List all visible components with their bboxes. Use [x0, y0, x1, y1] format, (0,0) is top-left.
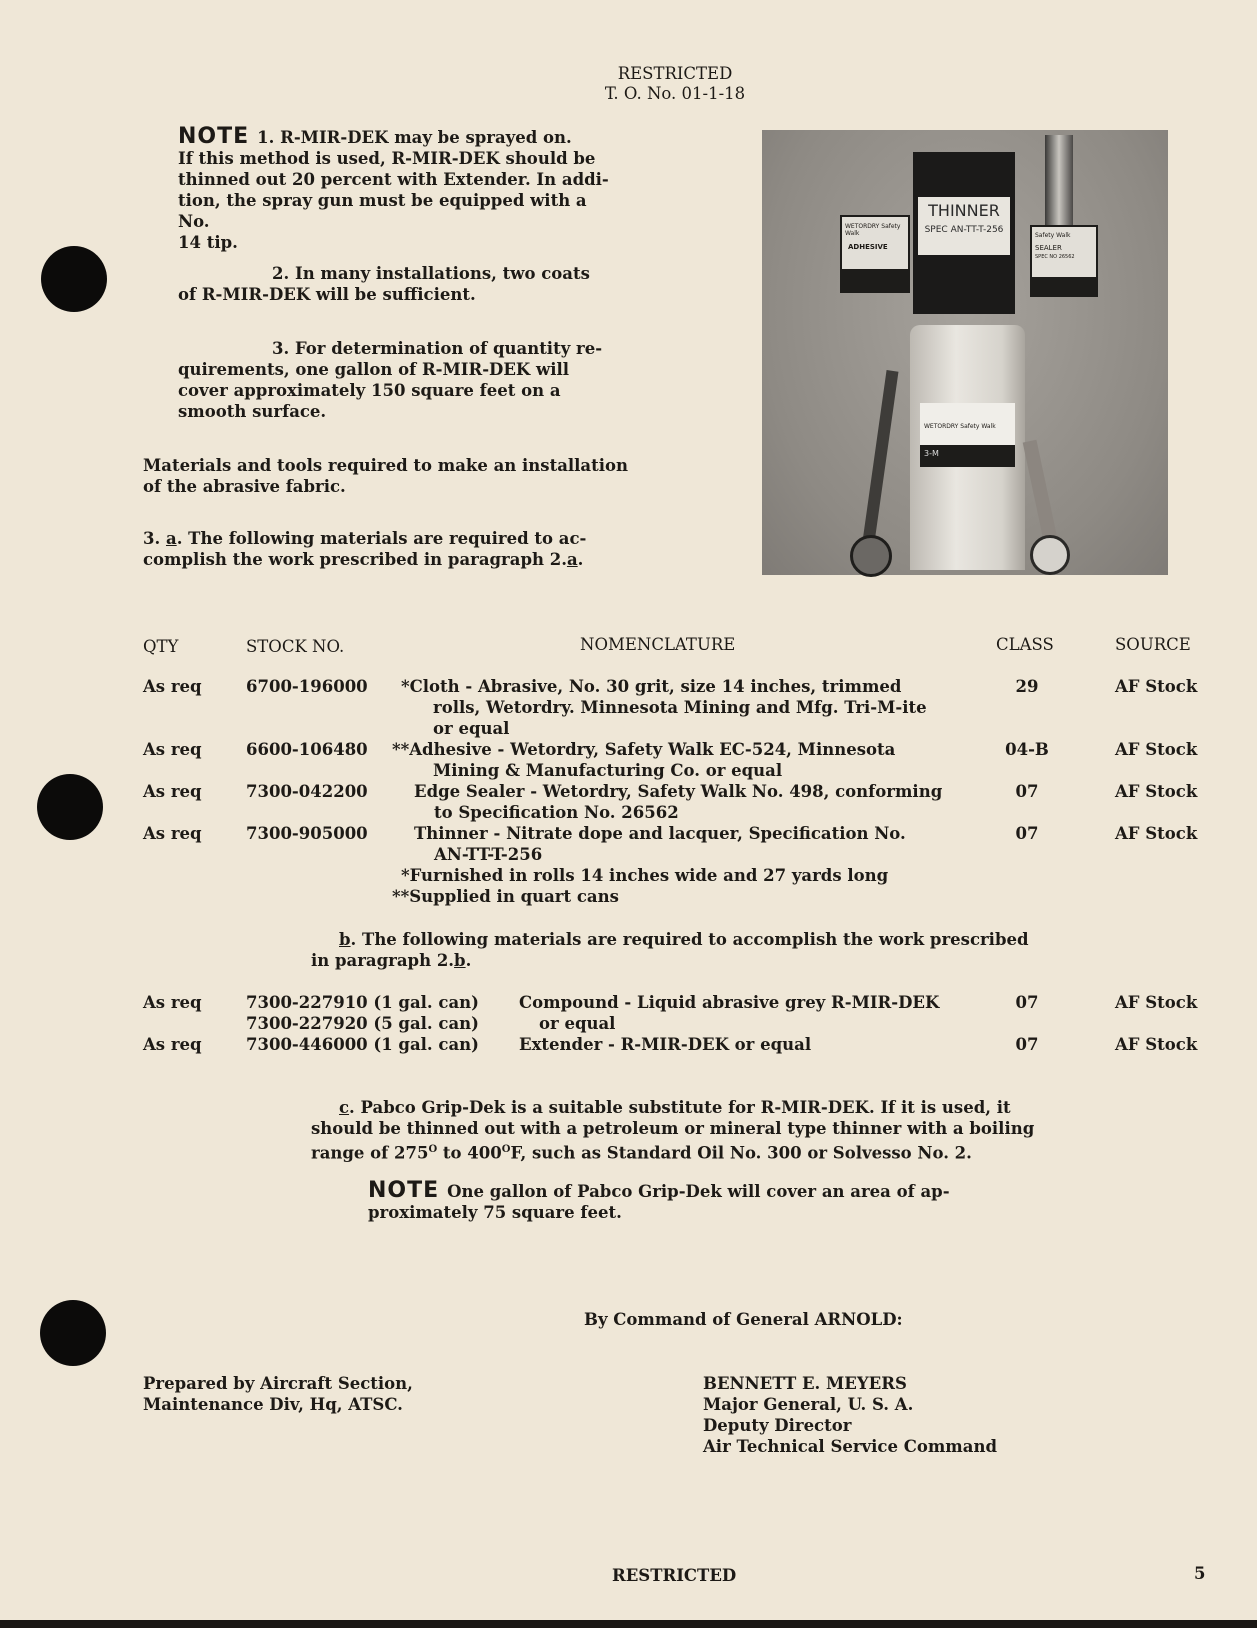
oil-can	[1045, 135, 1073, 225]
header-classification: RESTRICTED	[617, 64, 733, 83]
note-item-1: NOTE 1. R-MIR-DEK may be sprayed on. If this method is used, R-MIR-DEK should be thinned out 20 percent with Extender. In addi- tion, the spray gun must be equipped with a No. 14 tip.	[178, 124, 609, 252]
roller-head-left	[850, 535, 892, 577]
header-source: SOURCE	[1115, 635, 1191, 654]
command-line: By Command of General ARNOLD:	[584, 1310, 903, 1329]
roller-head-right	[1030, 535, 1070, 575]
header-to-number: T. O. No. 01-1-18	[604, 84, 746, 103]
materials-photo	[762, 130, 1168, 575]
footer-classification: RESTRICTED	[612, 1566, 737, 1585]
thinner-can	[913, 152, 1015, 314]
thinner-label: THINNER	[928, 201, 1000, 220]
roller-tool-right	[1023, 440, 1060, 551]
prepared-by: Prepared by Aircraft Section, Maintenance Div, Hq, ATSC.	[143, 1374, 413, 1414]
page-edge	[0, 1620, 1257, 1628]
thinner-spec: SPEC AN-TT-T-256	[924, 225, 1004, 235]
header-nomenclature: NOMENCLATURE	[580, 635, 736, 654]
document-page: RESTRICTED T. O. No. 01-1-18 NOTE 1. R-MIR-DEK may be sprayed on. If this method is used, R-MIR-DEK should be thinned out 20 percent with Extender. In addi- tion, the spray gun must be equipped with a No. 14 tip. 2. In many installations, two coats of R-MIR-DEK will be sufficient. 3. For determination of quantity re- quirements, one gallon of R-MIR-DEK will cover approximately 150 square feet on a smooth surface. Materials and tools required to make an installation of the abrasive fabric. 3. a. The following materials are required to ac- complish the work prescribed in paragraph 2.a. THINNER SPEC AN-TT-T-256 WETORDRY Safety Walk ADHESIVE Safety Walk SEALER SPEC NO 26562 WETORDRY Safety Walk 3-M QTY STOCK NO. NOMENCLATURE CLASS SOURCE As req 6700-196000 *Cloth - Abrasive, No. 30 grit, size 14 inches, trimmed rolls, Wetordry. Minnesota Mining and Mfg. Tri-M-ite or equal 29 AF Stock As req 6600-106480 **Adhesive - Wetordry, Safety Walk EC-524, Minnesota Mining & Manufacturing Co. or equal 04-B AF Stock As req 7300-042200 Edge Sealer - Wetordry, Safety Walk No. 498, conforming to Specification No. 26562 07 AF Stock As req 7300-905000 Thinner - Nitrate dope and lacquer, Specification No. AN-TT-T-256 07 AF Stock *Furnished in rolls 14 inches wide and 27 yards long **Supplied in quart cans b. The following materials are required to accomplish the work prescribed in paragraph 2.b. As req 7300-227910 (1 gal. can) 7300-227920 (5 gal. can) Compound - Liquid abrasive grey R-MIR-DEK or equal 07 AF Stock As req 7300-446000 (1 gal. can) Extender - R-MIR-DEK or equal 07 AF Stock c. Pabco Grip-Dek is a suitable substitute for R-MIR-DEK. If it is used, it should be thinned out with a petroleum or mineral type thinner with a boiling range of $275^O$ to $400^OF$, such as Standard Oil No. 300 or Solvesso No. 2. NOTE One gallon of Pabco Grip-Dek will cover an area of ap- proximately 75 square feet. By Command of General ARNOLD: Prepared by Aircraft Section, Maintenance Div, Hq, ATSC. BENNETT E. MEYERS Major General, U. S. A. Deputy Director Air Technical Service Command RESTRICTED 5	[0, 0, 1257, 1628]
paragraph-3a: 3. a. The following materials are required to ac- complish the work prescribed in paragraph 2.a.	[143, 529, 587, 569]
header-stock-no: STOCK NO.	[246, 637, 345, 656]
binder-hole-middle	[37, 774, 103, 840]
sealer-can: Safety Walk SEALER SPEC NO 26562	[1030, 225, 1098, 297]
materials-intro: Materials and tools required to make an installation of the abrasive fabric.	[143, 456, 629, 496]
page-header	[560, 64, 790, 104]
note-label: NOTE	[178, 124, 250, 149]
page-number: 5	[1194, 1564, 1206, 1583]
header-class: CLASS	[996, 635, 1054, 654]
binder-hole-bottom	[40, 1300, 106, 1366]
note-item-3: 3. For determination of quantity re- quirements, one gallon of R-MIR-DEK will cover approximately 150 square feet on a smooth surface.	[178, 339, 603, 421]
header-qty: QTY	[143, 637, 179, 656]
signature-block: BENNETT E. MEYERS Major General, U. S. A. Deputy Director Air Technical Service Command	[703, 1374, 997, 1456]
binder-hole-top	[41, 246, 107, 312]
table-a-footnotes: *Furnished in rolls 14 inches wide and 27 yards long **Supplied in quart cans	[392, 866, 889, 906]
paragraph-b: b. The following materials are required to accomplish the work prescribed in paragraph 2.b.	[311, 930, 1029, 970]
roller-tool-left	[862, 370, 899, 550]
abrasive-roll-tube: WETORDRY Safety Walk 3-M	[910, 325, 1025, 570]
note-bottom: NOTE One gallon of Pabco Grip-Dek will cover an area of ap- proximately 75 square feet.	[368, 1178, 950, 1222]
signatory-name: BENNETT E. MEYERS	[703, 1374, 907, 1393]
note-item-2: 2. In many installations, two coats of R-MIR-DEK will be sufficient.	[178, 264, 590, 304]
paragraph-c: c. Pabco Grip-Dek is a suitable substitute for R-MIR-DEK. If it is used, it should be thinned out with a petroleum or mineral type thinner with a boiling range of $275^O$ to $400^OF$, such as Standard Oil No. 300 or Solvesso No. 2.	[311, 1098, 1035, 1163]
note-label: NOTE	[368, 1178, 440, 1203]
adhesive-can: WETORDRY Safety Walk ADHESIVE	[840, 215, 910, 293]
